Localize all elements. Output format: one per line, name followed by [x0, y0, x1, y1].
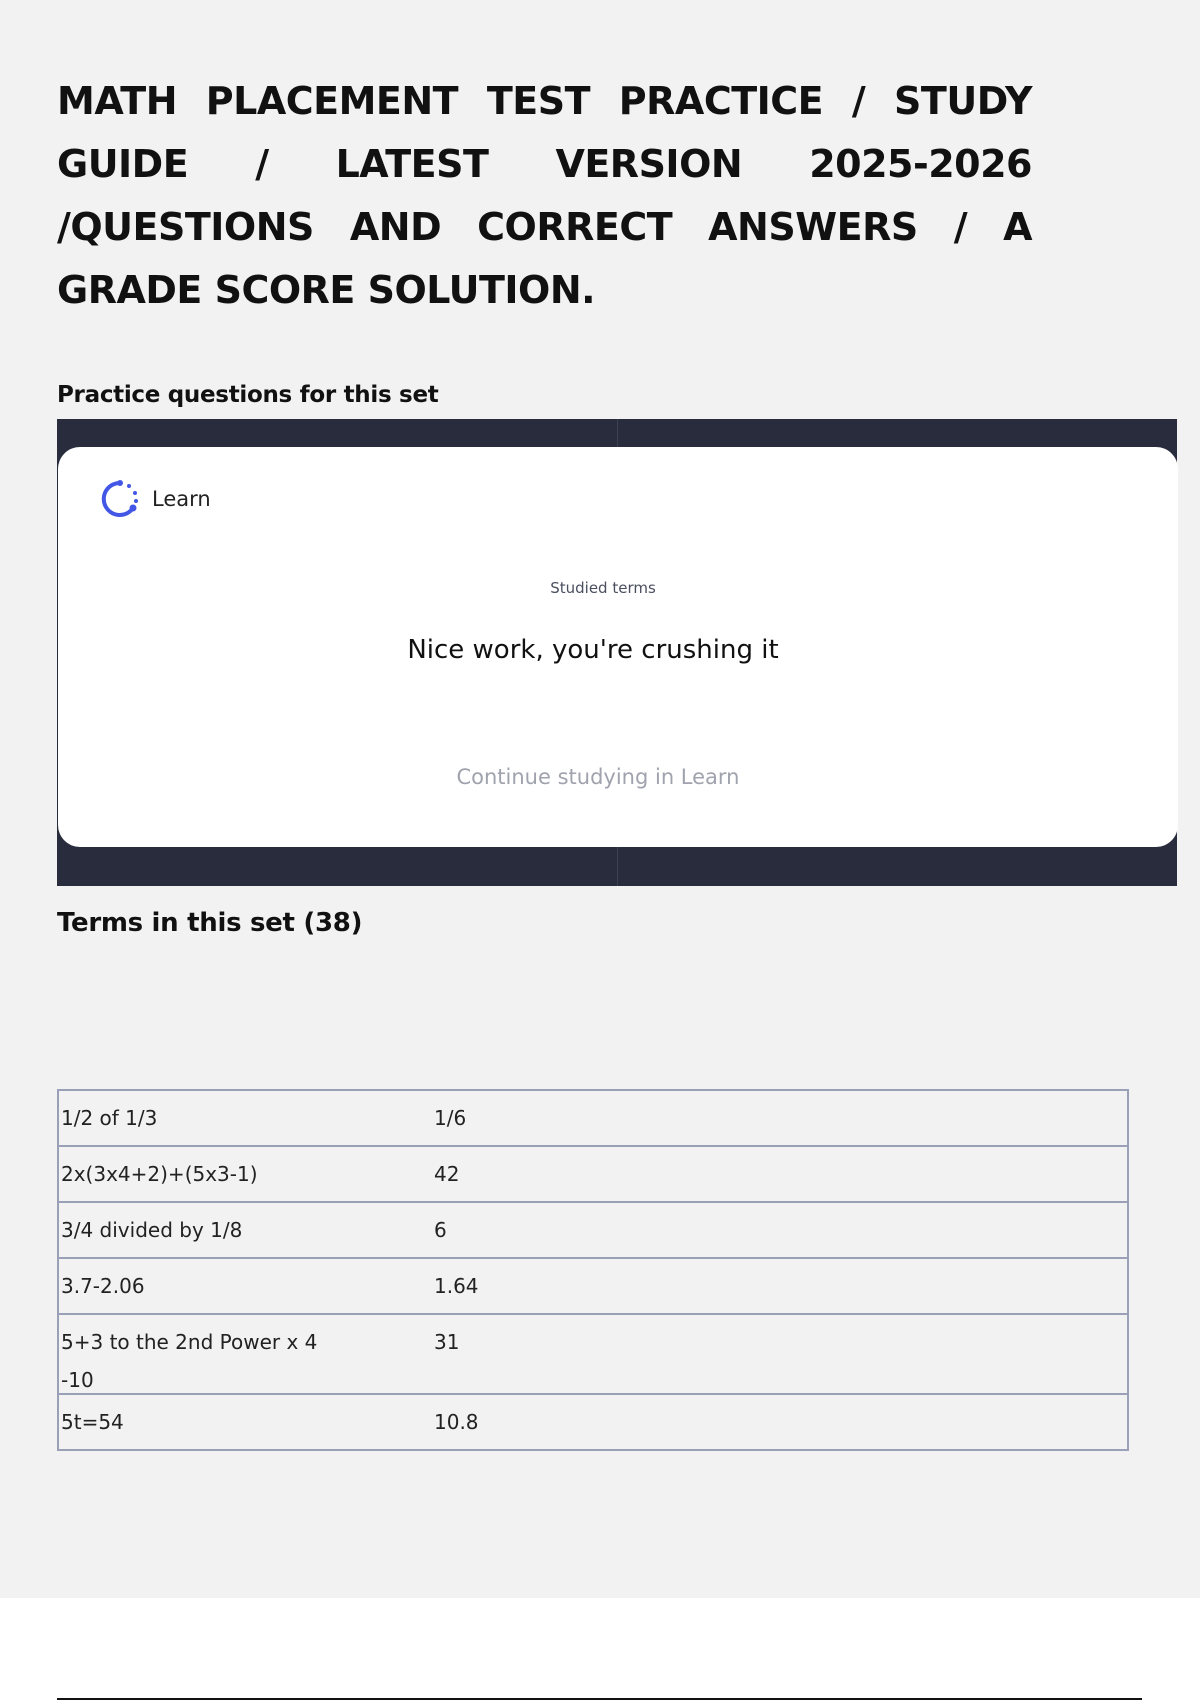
- term-text: 2x(3x4+2)+(5x3-1): [61, 1162, 258, 1186]
- term-text: 5t=54: [61, 1410, 124, 1434]
- term-cell: [58, 1090, 428, 1146]
- table-row: [58, 1090, 1128, 1146]
- definition-cell: [428, 1258, 1128, 1314]
- definition-text: 1.64: [434, 1274, 479, 1298]
- learn-header: [98, 477, 211, 521]
- definition-cell: [428, 1394, 1128, 1450]
- learn-progress-icon: [98, 477, 142, 521]
- progress-message: Nice work, you're crushing it: [407, 635, 779, 665]
- term-text: -10: [61, 1368, 94, 1392]
- terms-table: [57, 1089, 1129, 1451]
- table-row: [58, 1202, 1128, 1258]
- term-cell: [58, 1202, 428, 1258]
- definition-text: 10.8: [434, 1410, 479, 1434]
- term-cell: [58, 1146, 428, 1202]
- term-text: 5+3 to the 2nd Power x 4: [61, 1330, 318, 1354]
- term-cell: [58, 1394, 428, 1450]
- definition-text: 6: [434, 1218, 447, 1242]
- definition-cell: [428, 1090, 1128, 1146]
- definition-text: 31: [434, 1330, 460, 1354]
- definition-text: 42: [434, 1162, 460, 1186]
- table-row: [58, 1314, 1128, 1394]
- learn-app-label: Learn: [152, 487, 211, 511]
- definition-cell: [428, 1314, 1128, 1394]
- learn-card[interactable]: [58, 447, 1178, 847]
- document-title: MATH PLACEMENT TEST PRACTICE / STUDY GUIDE / LATEST VERSION 2025-2026 /QUESTIONS AND CORRECT ANSWERS / A GRADE SCORE SOLUTION.: [57, 79, 1032, 312]
- terms-heading: Terms in this set (38): [57, 908, 363, 938]
- practice-heading: Practice questions for this set: [57, 382, 439, 408]
- term-text: 3.7-2.06: [61, 1274, 145, 1298]
- term-text: 3/4 divided by 1/8: [61, 1218, 243, 1242]
- continue-studying-link[interactable]: Continue studying in Learn: [456, 765, 740, 789]
- table-row: [58, 1394, 1128, 1450]
- term-cell: [58, 1258, 428, 1314]
- definition-text: 1/6: [434, 1106, 467, 1130]
- term-cell: [58, 1314, 428, 1394]
- studied-terms-label: Studied terms: [550, 579, 656, 597]
- definition-cell: [428, 1146, 1128, 1202]
- terms-table-body: [58, 1090, 1128, 1450]
- table-row: [58, 1258, 1128, 1314]
- definition-cell: [428, 1202, 1128, 1258]
- table-row: [58, 1146, 1128, 1202]
- term-text: 1/2 of 1/3: [61, 1106, 158, 1130]
